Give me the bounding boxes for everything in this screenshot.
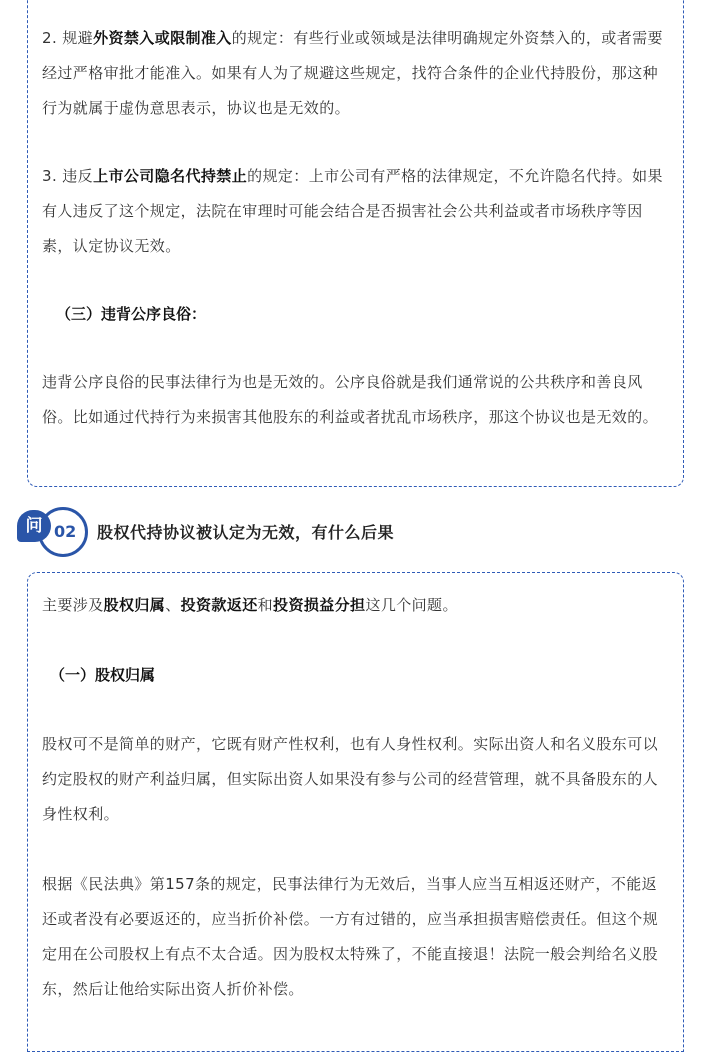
paragraph-listed-company: 3. 违反上市公司隐名代持禁止的规定：上市公司有严格的法律规定，不允许隐名代持。如果有人违反了这个规定，法院在审理时可能会结合是否损害社会公共利益或者市场秩序等因素，认定协议无效。 — [42, 167, 663, 255]
bold-foreign-investment: 外资禁入或限制准入 — [93, 29, 232, 47]
question-number: 02 — [54, 522, 77, 541]
bold-investment-return: 投资款返还 — [180, 596, 258, 614]
subheading-equity-ownership: （一）股权归属 — [50, 666, 156, 684]
paragraph-equity-rights: 股权可不是简单的财产，它既有财产性权利，也有人身性权利。实际出资人和名义股东可以约定股权的财产利益归属，但实际出资人如果没有参与公司的经营管理，就不具备股东的人身性权利。 — [42, 735, 659, 823]
subheading-public-order: （三）违背公序良俗： — [56, 305, 207, 323]
bold-equity-ownership: 股权归属 — [103, 596, 166, 614]
question-title: 股权代持协议被认定为无效，有什么后果 — [97, 523, 395, 542]
bold-listed-company: 上市公司隐名代持禁止 — [93, 167, 248, 185]
content-box-2 — [27, 572, 684, 1052]
paragraph-public-order: 违背公序良俗的民事法律行为也是无效的。公序良俗就是我们通常说的公共秩序和善良风俗。比如通过代持行为来损害其他股东的利益或者扰乱市场秩序，那这个协议也是无效的。 — [42, 373, 659, 426]
bold-profit-loss: 投资损益分担 — [273, 596, 366, 614]
question-badge-icon: 问 — [17, 510, 51, 542]
paragraph-civil-code: 根据《民法典》第157条的规定，民事法律行为无效后，当事人应当互相返还财产，不能返还或者没有必要返还的，应当折价补偿。一方有过错的，应当承担损害赔偿责任。但这个规定用在公司股权上有点不太合适。因为股权太特殊了，不能直接退！法院一般会判给名义股东，然后让他给实际出资人折价补偿。 — [42, 875, 659, 998]
content-box-1 — [27, 0, 684, 487]
paragraph-intro: 主要涉及股权归属、投资款返还和投资损益分担这几个问题。 — [42, 596, 458, 614]
question-header — [17, 507, 697, 559]
paragraph-foreign-investment: 2. 规避外资禁入或限制准入的规定：有些行业或领域是法律明确规定外资禁入的，或者需要经过严格审批才能准入。如果有人为了规避这些规定，找符合条件的企业代持股份，那这种行为就属于虚伪意思表示，协议也是无效的。 — [42, 29, 663, 117]
